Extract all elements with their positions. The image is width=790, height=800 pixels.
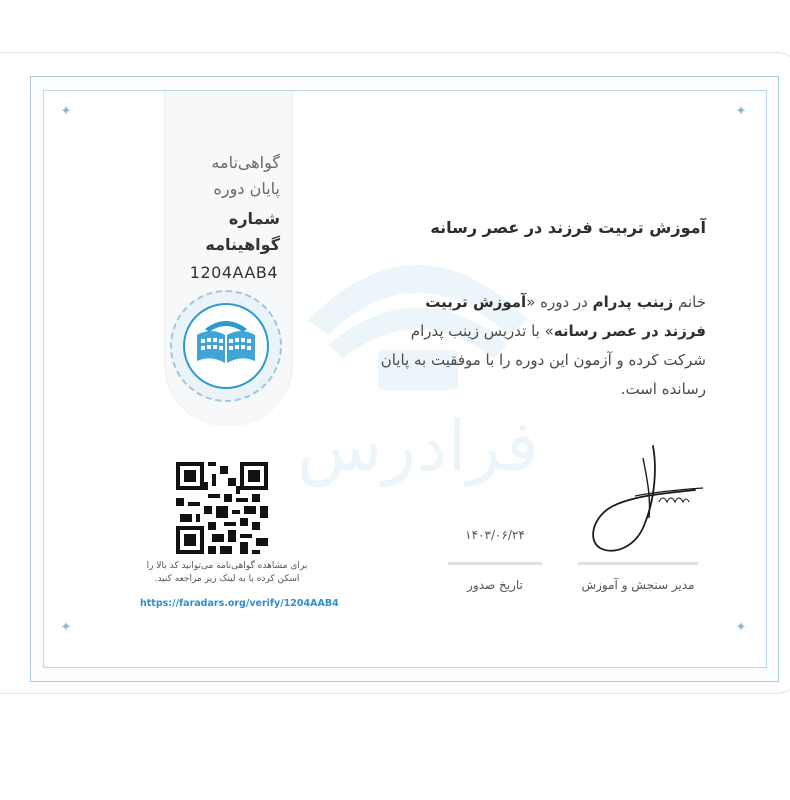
qr-instructions: برای مشاهده گواهی‌نامه می‌توانید کد بالا را اسکن کرده یا به لینک زیر مراجعه کنید.	[146, 561, 308, 584]
ribbon-heading: گواهی‌نامه	[211, 153, 280, 172]
ribbon-number-label-2: گواهینامه	[205, 235, 280, 254]
open-book-icon	[185, 305, 267, 387]
verify-link[interactable]: https://faradars.org/verify/1204AAB4	[140, 598, 339, 609]
course-title: آموزش تربیت فرزند در عصر رسانه	[430, 218, 706, 237]
corner-ornament-icon: ✦	[735, 104, 747, 119]
certificate-body	[380, 288, 706, 404]
body-middle: در دوره «	[526, 293, 588, 311]
recipient-name: زینب پدرام	[592, 293, 674, 311]
ribbon-subheading: پایان دوره	[213, 179, 280, 198]
corner-ornament-icon: ✦	[60, 620, 72, 635]
watermark-text: فرادرس	[297, 405, 539, 487]
qr-code[interactable]	[176, 462, 268, 554]
ribbon-number-label: شماره	[228, 209, 280, 228]
corner-ornament-icon: ✦	[60, 104, 72, 119]
certificate-number: 1204AAB4	[189, 263, 278, 282]
signer-label: مدیر سنجش و آموزش	[581, 578, 695, 592]
date-underline	[448, 562, 542, 565]
corner-ornament-icon: ✦	[735, 620, 747, 635]
body-prefix: خانم	[677, 293, 706, 311]
body-suffix: » با تدریس زینب پدرام شرکت کرده و آزمون این دوره را با موفقیت به پایان رسانده است.	[380, 322, 706, 398]
signature-underline	[578, 562, 698, 565]
signature-icon	[575, 438, 705, 558]
certificate-seal	[170, 290, 282, 402]
issue-date-label: تاریخ صدور	[467, 578, 523, 592]
course-name: آموزش تربیت فرزند در عصر رسانه	[425, 293, 706, 340]
issue-date: ۱۴۰۳/۰۶/۲۴	[465, 528, 525, 542]
